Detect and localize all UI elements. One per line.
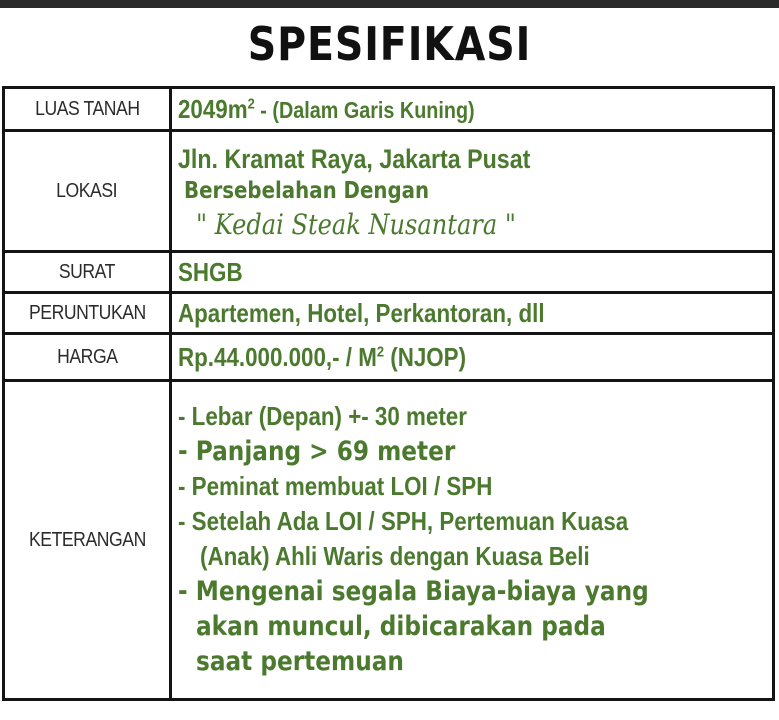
value-luas-tanah: [171, 88, 774, 131]
value-harga: [171, 334, 774, 381]
value-keterangan: [171, 381, 774, 700]
value-peruntukan: Apartemen, Hotel, Perkantoran, dll: [171, 293, 774, 334]
ket-line: - Panjang > 69 meter: [178, 436, 456, 467]
value-surat: SHGB: [171, 252, 774, 293]
ket-line: - Mengenai segala Biaya-biaya yang: [178, 576, 649, 607]
map-attribution-strip: [0, 0, 779, 8]
label-peruntukan: PERUNTUKAN: [4, 293, 171, 334]
ket-line: - Peminat membuat LOI / SPH: [178, 471, 493, 501]
luas-value: 2049m: [178, 93, 248, 124]
lokasi-landmark: " Kedai Steak Nusantara ": [196, 208, 516, 241]
luas-note: - (Dalam Garis Kuning): [254, 96, 475, 123]
label-lokasi: LOKASI: [4, 131, 171, 252]
ket-line: (Anak) Ahli Waris dengan Kuasa Beli: [200, 541, 590, 571]
table-row-lokasi: [4, 131, 774, 252]
lokasi-adjacent: Bersebelahan Dengan: [184, 178, 430, 204]
page-title: SPESIFIKASI: [247, 17, 532, 71]
table-row-harga: [4, 334, 774, 381]
label-luas-tanah: LUAS TANAH: [4, 88, 171, 131]
ket-line: - Setelah Ada LOI / SPH, Pertemuan Kuasa: [178, 506, 629, 536]
label-keterangan: KETERANGAN: [4, 381, 171, 700]
harga-value: Rp.44.000.000,- / M: [178, 341, 377, 372]
table-row-peruntukan: [4, 293, 774, 334]
table-row-surat: [4, 252, 774, 293]
luas-sup: 2: [247, 94, 255, 112]
table-row-luas-tanah: [4, 88, 774, 131]
spec-table: [2, 86, 775, 701]
ket-line: - Lebar (Depan) +- 30 meter: [178, 401, 467, 431]
label-harga: HARGA: [4, 334, 171, 381]
table-row-keterangan: [4, 381, 774, 700]
ket-line: saat pertemuan: [196, 646, 404, 677]
label-surat: SURAT: [4, 252, 171, 293]
harga-sup: 2: [376, 342, 385, 360]
lokasi-address: Jln. Kramat Raya, Jakarta Pusat: [178, 144, 531, 174]
ket-line: akan muncul, dibicarakan pada: [196, 611, 606, 642]
harga-note: (NJOP): [384, 341, 467, 372]
value-lokasi: [171, 131, 774, 252]
